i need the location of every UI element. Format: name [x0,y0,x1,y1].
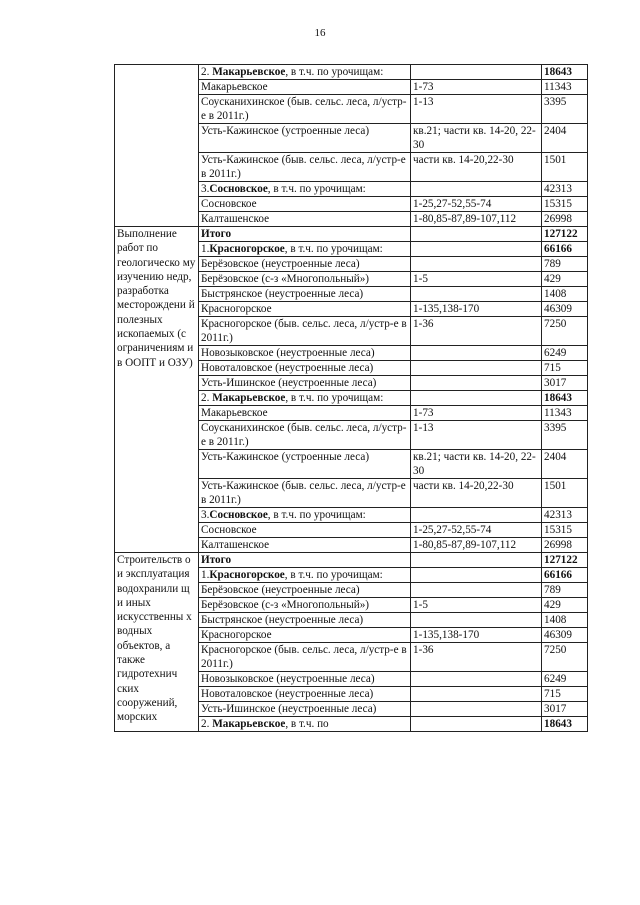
area-cell: 18643 [542,65,588,80]
area-cell: 429 [542,272,588,287]
quarters-cell: кв.21; части кв. 14-20, 22-30 [411,124,542,153]
area-cell: 6249 [542,672,588,687]
quarters-cell [411,391,542,406]
tract-name-part: 3. [201,509,210,521]
area-cell: 46309 [542,628,588,643]
quarters-cell: 1-13 [411,95,542,124]
forest-tract-cell [199,508,411,523]
tract-name-part: Итого [201,554,232,566]
tract-name-part: , в т.ч. по урочищам: [267,183,366,195]
tract-name-part: Новоталовское (неустроенные леса) [201,362,374,374]
tract-name-part: Усть-Ишинское (неустроенные леса) [201,703,377,715]
quarters-cell: 1-135,138-170 [411,302,542,317]
area-cell: 18643 [542,391,588,406]
area-cell: 42313 [542,508,588,523]
quarters-cell: 1-25,27-52,55-74 [411,523,542,538]
forest-tract-cell [199,242,411,257]
area-cell: 7250 [542,317,588,346]
area-cell: 1408 [542,287,588,302]
tract-name-part: Сосновское [209,183,268,195]
quarters-cell [411,702,542,717]
tract-name-part: Быстрянское (неустроенные леса) [201,288,364,300]
quarters-cell [411,257,542,272]
tract-name-part: Сосновское [201,198,257,210]
table-row [115,65,588,80]
tract-name-part: Сосновское [201,524,257,536]
area-cell: 2404 [542,124,588,153]
forest-tract-cell [199,182,411,197]
quarters-cell [411,508,542,523]
forest-tract-cell [199,523,411,538]
tract-name-part: Усть-Кажинское (быв. сельс. леса, л/устр-е в 2011г.) [201,154,406,180]
forest-tract-cell [199,153,411,182]
forest-tract-cell [199,391,411,406]
forest-tract-cell [199,317,411,346]
area-cell: 66166 [542,568,588,583]
tract-name-part: Усть-Кажинское (устроенные леса) [201,451,370,463]
forest-tract-cell [199,287,411,302]
tract-name-part: Берёзовское (с-з «Многопольный») [201,599,370,611]
quarters-cell: 1-80,85-87,89-107,112 [411,538,542,553]
quarters-cell: 1-5 [411,598,542,613]
area-cell: 3017 [542,376,588,391]
quarters-cell: 1-36 [411,317,542,346]
forest-tract-cell [199,421,411,450]
tract-name-part: , в т.ч. по урочищам: [285,66,384,78]
tract-name-part: Новозыковское (неустроенные леса) [201,347,375,359]
area-cell: 3395 [542,421,588,450]
tract-name-part: Быстрянское (неустроенные леса) [201,614,364,626]
tract-name-part: Соусканихинское (быв. сельс. леса, л/устр-е в 2011г.) [201,422,407,448]
quarters-cell [411,583,542,598]
activity-type-cell: Выполнение работ по геологическо му изучению недр, разработка месторождени й полезных ископаемых (с ограничениям и в ООПТ и ОЗУ) [115,227,199,553]
forest-tract-cell [199,717,411,732]
forest-tract-cell [199,538,411,553]
quarters-cell [411,613,542,628]
quarters-cell [411,227,542,242]
tract-name-part: Сосновское [209,509,268,521]
forest-tract-cell [199,197,411,212]
area-cell: 3017 [542,702,588,717]
quarters-cell [411,182,542,197]
tract-name-part: Берёзовское (неустроенные леса) [201,258,360,270]
forest-tract-cell [199,613,411,628]
tract-name-part: 2. [201,718,213,730]
forest-tract-cell [199,643,411,672]
tract-name-part: Итого [201,228,232,240]
forest-tract-cell [199,553,411,568]
forest-tract-cell [199,272,411,287]
page-number: 16 [314,27,326,39]
area-cell: 7250 [542,643,588,672]
area-cell: 3395 [542,95,588,124]
quarters-cell: 1-5 [411,272,542,287]
area-cell: 66166 [542,242,588,257]
table-body [115,65,588,732]
area-cell: 26998 [542,212,588,227]
forest-tract-cell [199,583,411,598]
tract-name-part: , в т.ч. по урочищам: [267,509,366,521]
quarters-cell: 1-80,85-87,89-107,112 [411,212,542,227]
tract-name-part: Макарьевское [201,407,268,419]
quarters-cell: 1-36 [411,643,542,672]
forest-tract-cell [199,346,411,361]
tract-name-part: Усть-Кажинское (быв. сельс. леса, л/устр-е в 2011г.) [201,480,406,506]
tract-name-part: Макарьевское [212,66,286,78]
quarters-cell [411,687,542,702]
table-row [115,227,588,242]
quarters-cell [411,376,542,391]
quarters-cell: части кв. 14-20,22-30 [411,153,542,182]
forest-tract-cell [199,628,411,643]
forest-tract-cell [199,568,411,583]
area-cell: 715 [542,687,588,702]
quarters-cell: 1-73 [411,406,542,421]
forest-tract-cell [199,702,411,717]
quarters-cell [411,361,542,376]
quarters-cell: 1-73 [411,80,542,95]
quarters-cell [411,242,542,257]
tract-name-part: Усть-Ишинское (неустроенные леса) [201,377,377,389]
area-cell: 2404 [542,450,588,479]
tract-name-part: , в т.ч. по урочищам: [284,243,383,255]
forest-tract-cell [199,687,411,702]
quarters-cell [411,287,542,302]
tract-name-part: 1. [201,243,210,255]
activity-type-cell: Строительств о и эксплуатация водохранили щ и иных искусственны х водных объектов, а также гидротехнич ских сооружений, морских [115,553,199,732]
tract-name-part: Макарьевское [212,718,286,730]
forest-tract-cell [199,376,411,391]
tract-name-part: , в т.ч. по урочищам: [285,392,384,404]
tract-name-part: 2. [201,392,213,404]
area-cell: 715 [542,361,588,376]
tract-name-part: , в т.ч. по [285,718,329,730]
quarters-cell [411,717,542,732]
area-cell: 429 [542,598,588,613]
tract-name-part: Красногорское [209,569,285,581]
quarters-cell: 1-135,138-170 [411,628,542,643]
area-cell: 1501 [542,479,588,508]
forest-tract-cell [199,124,411,153]
tract-name-part: Красногорское [209,243,285,255]
tract-name-part: Красногорское (быв. сельс. леса, л/устр-е в 2011г.) [201,318,407,344]
quarters-cell: части кв. 14-20,22-30 [411,479,542,508]
area-cell: 6249 [542,346,588,361]
forest-tract-cell [199,257,411,272]
forest-tract-cell [199,227,411,242]
quarters-cell [411,553,542,568]
forest-tract-cell [199,672,411,687]
tract-name-part: Красногорское [201,629,272,641]
forest-tract-cell [199,212,411,227]
quarters-cell [411,568,542,583]
forest-areas-table [114,64,588,732]
tract-name-part: Соусканихинское (быв. сельс. леса, л/устр-е в 2011г.) [201,96,407,122]
forest-tract-cell [199,450,411,479]
area-cell: 46309 [542,302,588,317]
area-cell: 127122 [542,553,588,568]
tract-name-part: Макарьевское [201,81,268,93]
tract-name-part: Красногорское [201,303,272,315]
area-cell: 127122 [542,227,588,242]
tract-name-part: Берёзовское (неустроенные леса) [201,584,360,596]
quarters-cell: 1-25,27-52,55-74 [411,197,542,212]
tract-name-part: Макарьевское [212,392,286,404]
forest-tract-cell [199,95,411,124]
area-cell: 11343 [542,406,588,421]
area-cell: 11343 [542,80,588,95]
area-cell: 1408 [542,613,588,628]
tract-name-part: Красногорское (быв. сельс. леса, л/устр-е в 2011г.) [201,644,407,670]
forest-tract-cell [199,406,411,421]
tract-name-part: Усть-Кажинское (устроенные леса) [201,125,370,137]
quarters-cell: 1-13 [411,421,542,450]
quarters-cell [411,65,542,80]
tract-name-part: 3. [201,183,210,195]
forest-tract-cell [199,302,411,317]
tract-name-part: Калташенское [201,213,270,225]
tract-name-part: 1. [201,569,210,581]
forest-tract-cell [199,65,411,80]
quarters-cell [411,672,542,687]
tract-name-part: Берёзовское (с-з «Многопольный») [201,273,370,285]
area-cell: 789 [542,583,588,598]
area-cell: 789 [542,257,588,272]
tract-name-part: Калташенское [201,539,270,551]
forest-tract-cell [199,598,411,613]
tract-name-part: Новозыковское (неустроенные леса) [201,673,375,685]
area-cell: 15315 [542,523,588,538]
tract-name-part: , в т.ч. по урочищам: [284,569,383,581]
tract-name-part: 2. [201,66,213,78]
forest-tract-cell [199,361,411,376]
quarters-cell [411,346,542,361]
area-cell: 15315 [542,197,588,212]
activity-type-cell [115,65,199,227]
area-cell: 26998 [542,538,588,553]
quarters-cell: кв.21; части кв. 14-20, 22-30 [411,450,542,479]
area-cell: 18643 [542,717,588,732]
area-cell: 42313 [542,182,588,197]
forest-tract-cell [199,479,411,508]
area-cell: 1501 [542,153,588,182]
table-row [115,553,588,568]
tract-name-part: Новоталовское (неустроенные леса) [201,688,374,700]
forest-tract-cell [199,80,411,95]
